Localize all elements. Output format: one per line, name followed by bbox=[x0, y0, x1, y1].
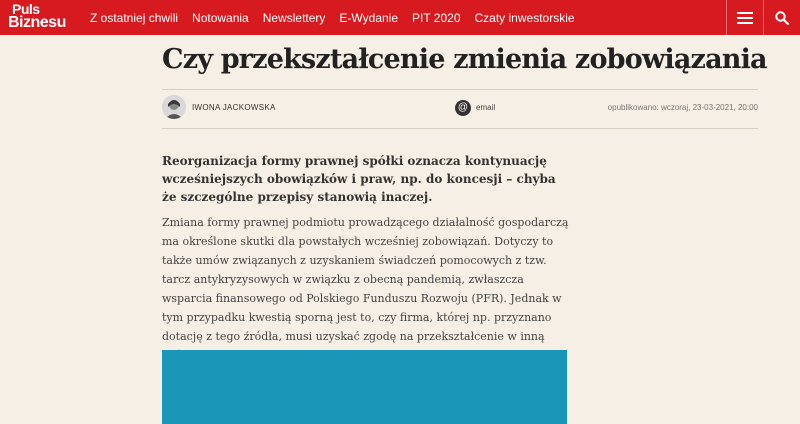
article-lead: Reorganizacja formy prawnej spółki oznacza kontynuację wcześniejszych obowiązków i praw, np. do koncesji – chyba że szczególne przepisy stanowią inaczej. bbox=[162, 154, 556, 204]
divider-top bbox=[162, 89, 758, 90]
author-avatar[interactable] bbox=[162, 95, 186, 119]
puls-biznesu-logo[interactable] bbox=[8, 3, 78, 33]
nav-item-z-ostatniej-chwili[interactable]: Z ostatniej chwili bbox=[90, 10, 179, 25]
search-icon bbox=[775, 11, 789, 25]
author-row bbox=[162, 95, 758, 121]
article-title: Czy przekształcenie zmienia zobowiązania bbox=[162, 44, 767, 75]
nav-item-notowania[interactable]: Notowania bbox=[192, 10, 249, 25]
logo-line-1: Puls bbox=[12, 1, 40, 17]
hamburger-menu-icon bbox=[737, 12, 753, 24]
published-date: opublikowano: wczoraj, 23-03-2021, 20:00 bbox=[607, 103, 758, 112]
author-name[interactable]: IWONA JACKOWSKA bbox=[192, 103, 276, 112]
article-image bbox=[162, 350, 567, 424]
nav-item-e-wydanie[interactable]: E-Wydanie bbox=[339, 10, 399, 25]
email-link[interactable]: email bbox=[476, 103, 496, 112]
menu-button[interactable] bbox=[726, 0, 763, 35]
author-photo-icon bbox=[162, 95, 186, 119]
top-navigation-bar bbox=[0, 0, 800, 35]
logo-line-2: Biznesu bbox=[8, 14, 66, 31]
divider-bottom bbox=[162, 128, 758, 129]
nav-item-newslettery[interactable]: Newslettery bbox=[262, 10, 326, 25]
main-menu bbox=[90, 0, 589, 35]
nav-item-pit-2020[interactable]: PIT 2020 bbox=[412, 10, 461, 25]
at-sign-icon[interactable]: @ bbox=[455, 100, 471, 116]
header-actions bbox=[726, 0, 800, 35]
article-body: Zmiana formy prawnej podmiotu prowadzącego działalność gospodarczą ma określone skutki dla powstałych wcześniej zobowiązań. Dotyczy to także umów związanych z uzyskaniem świadczeń pomocowych z tzw. tarcz antykryzysowych w związku z obecną pandemią, zwłaszcza wsparcia finansowego od Polskiego Funduszu Rozwoju (PFR). Jednak w tym przypadku kwestią sporną jest to, czy firma, której np. przyznano dotację z tego źródła, musi uzyskać zgodę na przekształcenie w inną bbox=[162, 216, 569, 343]
nav-item-czaty-inwestorskie[interactable]: Czaty inwestorskie bbox=[474, 10, 575, 25]
search-button[interactable] bbox=[763, 0, 800, 35]
